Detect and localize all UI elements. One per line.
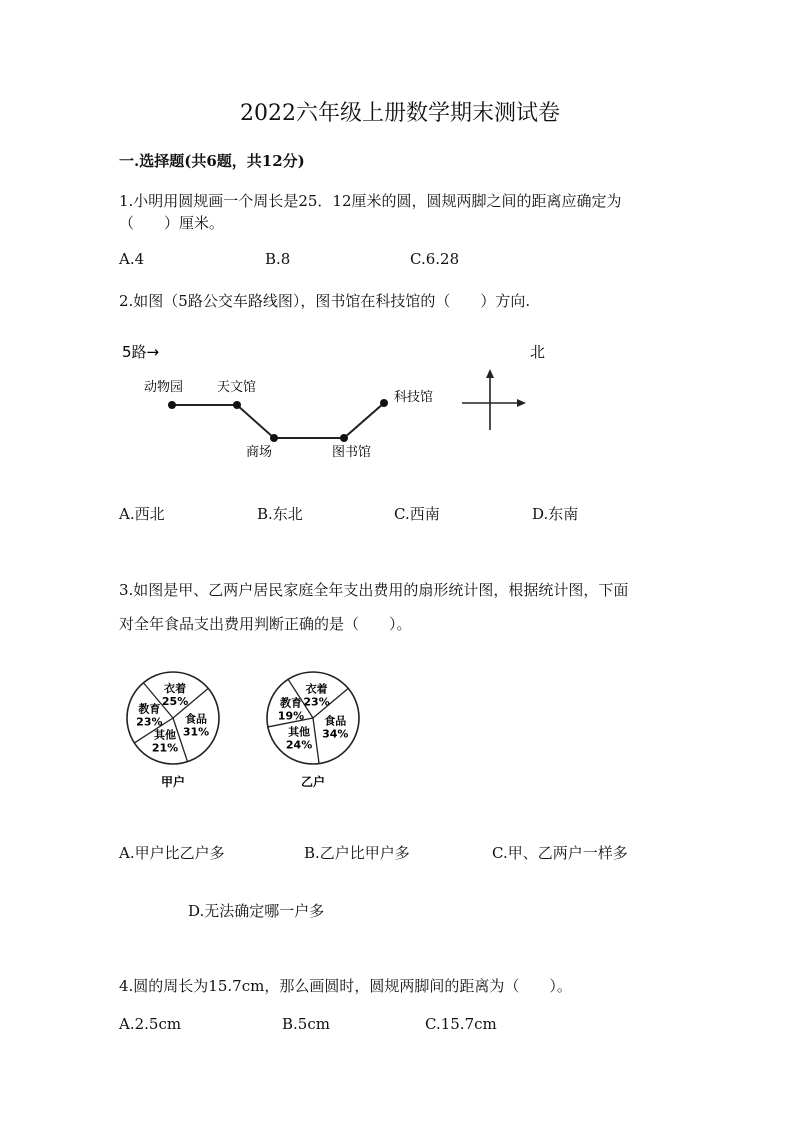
q3-text-line2: 对全年食品支出费用判断正确的是（ ）。 <box>119 615 412 633</box>
stop-label-library: 图书馆 <box>332 445 372 460</box>
pie-slice-label: 食品 <box>324 714 347 728</box>
stop-dot-mall <box>270 434 278 442</box>
pie-slice-value: 23% <box>303 695 330 709</box>
q1-text-line1: 1.小明用圆规画一个周长是25．12厘米的圆，圆规两脚之间的距离应确定为 <box>119 192 622 210</box>
route-line <box>172 403 384 438</box>
q4-option-a: A.2.5cm <box>119 1015 182 1033</box>
q3-option-d: D.无法确定哪一户多 <box>188 902 325 920</box>
pie-slice-value: 23% <box>136 715 163 729</box>
q1-option-c: C.6.28 <box>410 250 460 268</box>
stop-dot-zoo <box>168 401 176 409</box>
pie-title: 甲户 <box>160 775 186 789</box>
stop-dot-observatory <box>233 401 241 409</box>
stop-dot-sci-museum <box>380 399 388 407</box>
north-label: 北 <box>530 343 546 361</box>
page-title: 2022六年级上册数学期末测试卷 <box>240 101 560 126</box>
stop-label-zoo: 动物园 <box>144 380 184 395</box>
q1-option-a: A.4 <box>119 250 145 268</box>
pie-slice-label: 其他 <box>154 728 177 742</box>
pie-title: 乙户 <box>300 775 326 789</box>
pie-slice-value: 19% <box>277 709 305 723</box>
q2-option-d: D.东南 <box>532 505 579 523</box>
q1-option-b: B.8 <box>265 250 291 268</box>
q4-text: 4.圆的周长为15.7cm，那么画圆时，圆规两脚间的距离为（ ）。 <box>119 977 572 995</box>
expense-pie-charts <box>110 665 370 795</box>
stop-label-mall: 商场 <box>246 445 273 460</box>
section-heading: 一.选择题(共6题，共12分) <box>119 152 305 170</box>
q4-option-c: C.15.7cm <box>425 1015 497 1033</box>
q3-option-c: C.甲、乙两户一样多 <box>492 844 628 862</box>
q2-option-b: B.东北 <box>257 505 303 523</box>
compass-icon <box>462 369 526 430</box>
pie-slice-label: 食品 <box>185 712 208 726</box>
stop-label-sci-museum: 科技馆 <box>394 390 434 405</box>
bus-route-map <box>110 335 570 475</box>
stop-dot-library <box>340 434 348 442</box>
stop-label-observatory: 天文馆 <box>217 380 257 395</box>
q3-option-a: A.甲户比乙户多 <box>119 844 225 862</box>
q2-option-a: A.西北 <box>119 505 165 523</box>
pie-slice-label: 教育 <box>138 702 161 716</box>
pie-slice-value: 31% <box>182 725 210 739</box>
route-label: 5路→ <box>122 343 160 361</box>
pie-slice-value: 34% <box>322 727 349 741</box>
q4-option-b: B.5cm <box>282 1015 330 1033</box>
pie-slice-value: 21% <box>151 741 179 755</box>
pie-slice-label: 教育 <box>279 696 302 710</box>
q1-text-line2: （ ）厘米。 <box>119 214 225 232</box>
pie-slice-label: 衣着 <box>164 682 187 696</box>
pie-slice-label: 衣着 <box>305 682 328 696</box>
q2-text: 2.如图（5路公交车路线图），图书馆在科技馆的（ ）方向. <box>119 292 531 310</box>
q3-text-line1: 3.如图是甲、乙两户居民家庭全年支出费用的扇形统计图，根据统计图，下面 <box>119 581 629 599</box>
pie-slice-value: 25% <box>161 695 189 709</box>
q2-option-c: C.西南 <box>394 505 440 523</box>
q3-option-b: B.乙户比甲户多 <box>304 844 410 862</box>
pie-slice-value: 24% <box>285 738 313 752</box>
pie-slice-label: 其他 <box>288 725 311 739</box>
